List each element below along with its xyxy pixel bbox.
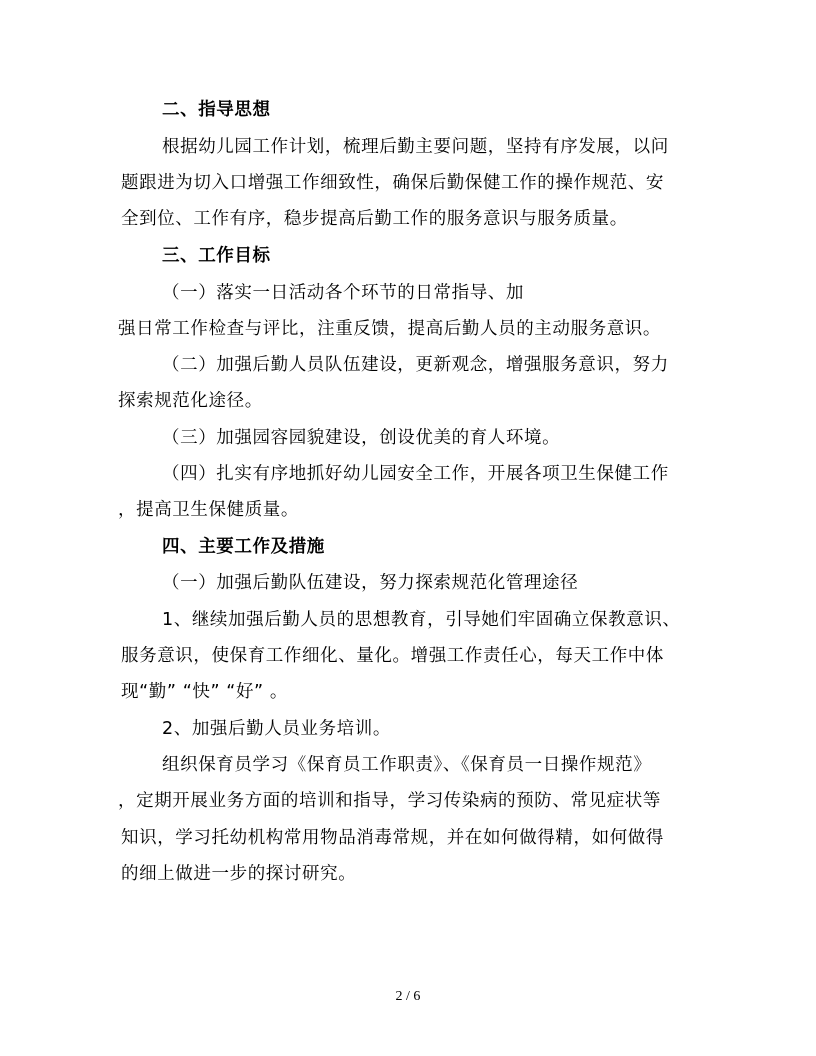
paragraph-line: （二）加强后勤人员队伍建设，更新观念，增强服务意识，努力 (162, 355, 669, 375)
page-number: 2 / 6 (395, 989, 421, 1004)
paragraph-line: （四）扎实有序地抓好幼儿园安全工作，开展各项卫生保健工作 (162, 464, 669, 484)
paragraph-line: 1、继续加强后勤人员的思想教育，引导她们牢固确立保教意识、 (162, 610, 681, 630)
section-heading-work-goals: 三、工作目标 (162, 246, 271, 266)
section-heading-main-work-and-measures: 四、主要工作及措施 (162, 537, 325, 557)
paragraph-line: 2、加强后勤人员业务培训。 (162, 719, 391, 739)
paragraph-line: 组织保育员学习《保育员工作职责》、《保育员一日操作规范》 (162, 755, 652, 775)
paragraph-line: 题跟进为切入口增强工作细致性，确保后勤保健工作的操作规范、安 (121, 173, 664, 193)
paragraph-line: 强日常工作检查与评比，注重反馈，提高后勤人员的主动服务意识。 (118, 319, 661, 339)
paragraph-line: 的细上做进一步的探讨研究。 (121, 864, 357, 884)
paragraph-line: （三）加强园容园貌建设，创设优美的育人环境。 (162, 428, 561, 448)
section-heading-guiding-ideology: 二、指导思想 (162, 100, 271, 120)
paragraph-line: ，定期开展业务方面的培训和指导，学习传染病的预防、常见症状等 (118, 791, 661, 811)
paragraph-line: ，提高卫生保健质量。 (118, 500, 299, 520)
paragraph-line: （一）落实一日活动各个环节的日常指导、加 (162, 283, 524, 303)
paragraph-line: 知识，学习托幼机构常用物品消毒常规，并在如何做得精，如何做得 (121, 828, 664, 848)
paragraph-line: 服务意识，使保育工作细化、量化。增强工作责任心，每天工作中体 (121, 646, 664, 666)
paragraph-line: 现“勤” “快” “好” 。 (121, 682, 288, 702)
paragraph-line: 探索规范化途径。 (118, 391, 263, 411)
paragraph-line: （一）加强后勤队伍建设，努力探索规范化管理途径 (162, 573, 579, 593)
paragraph-line: 全到位、工作有序，稳步提高后勤工作的服务意识与服务质量。 (121, 209, 628, 229)
paragraph-line: 根据幼儿园工作计划，梳理后勤主要问题，坚持有序发展，以问 (162, 137, 669, 157)
